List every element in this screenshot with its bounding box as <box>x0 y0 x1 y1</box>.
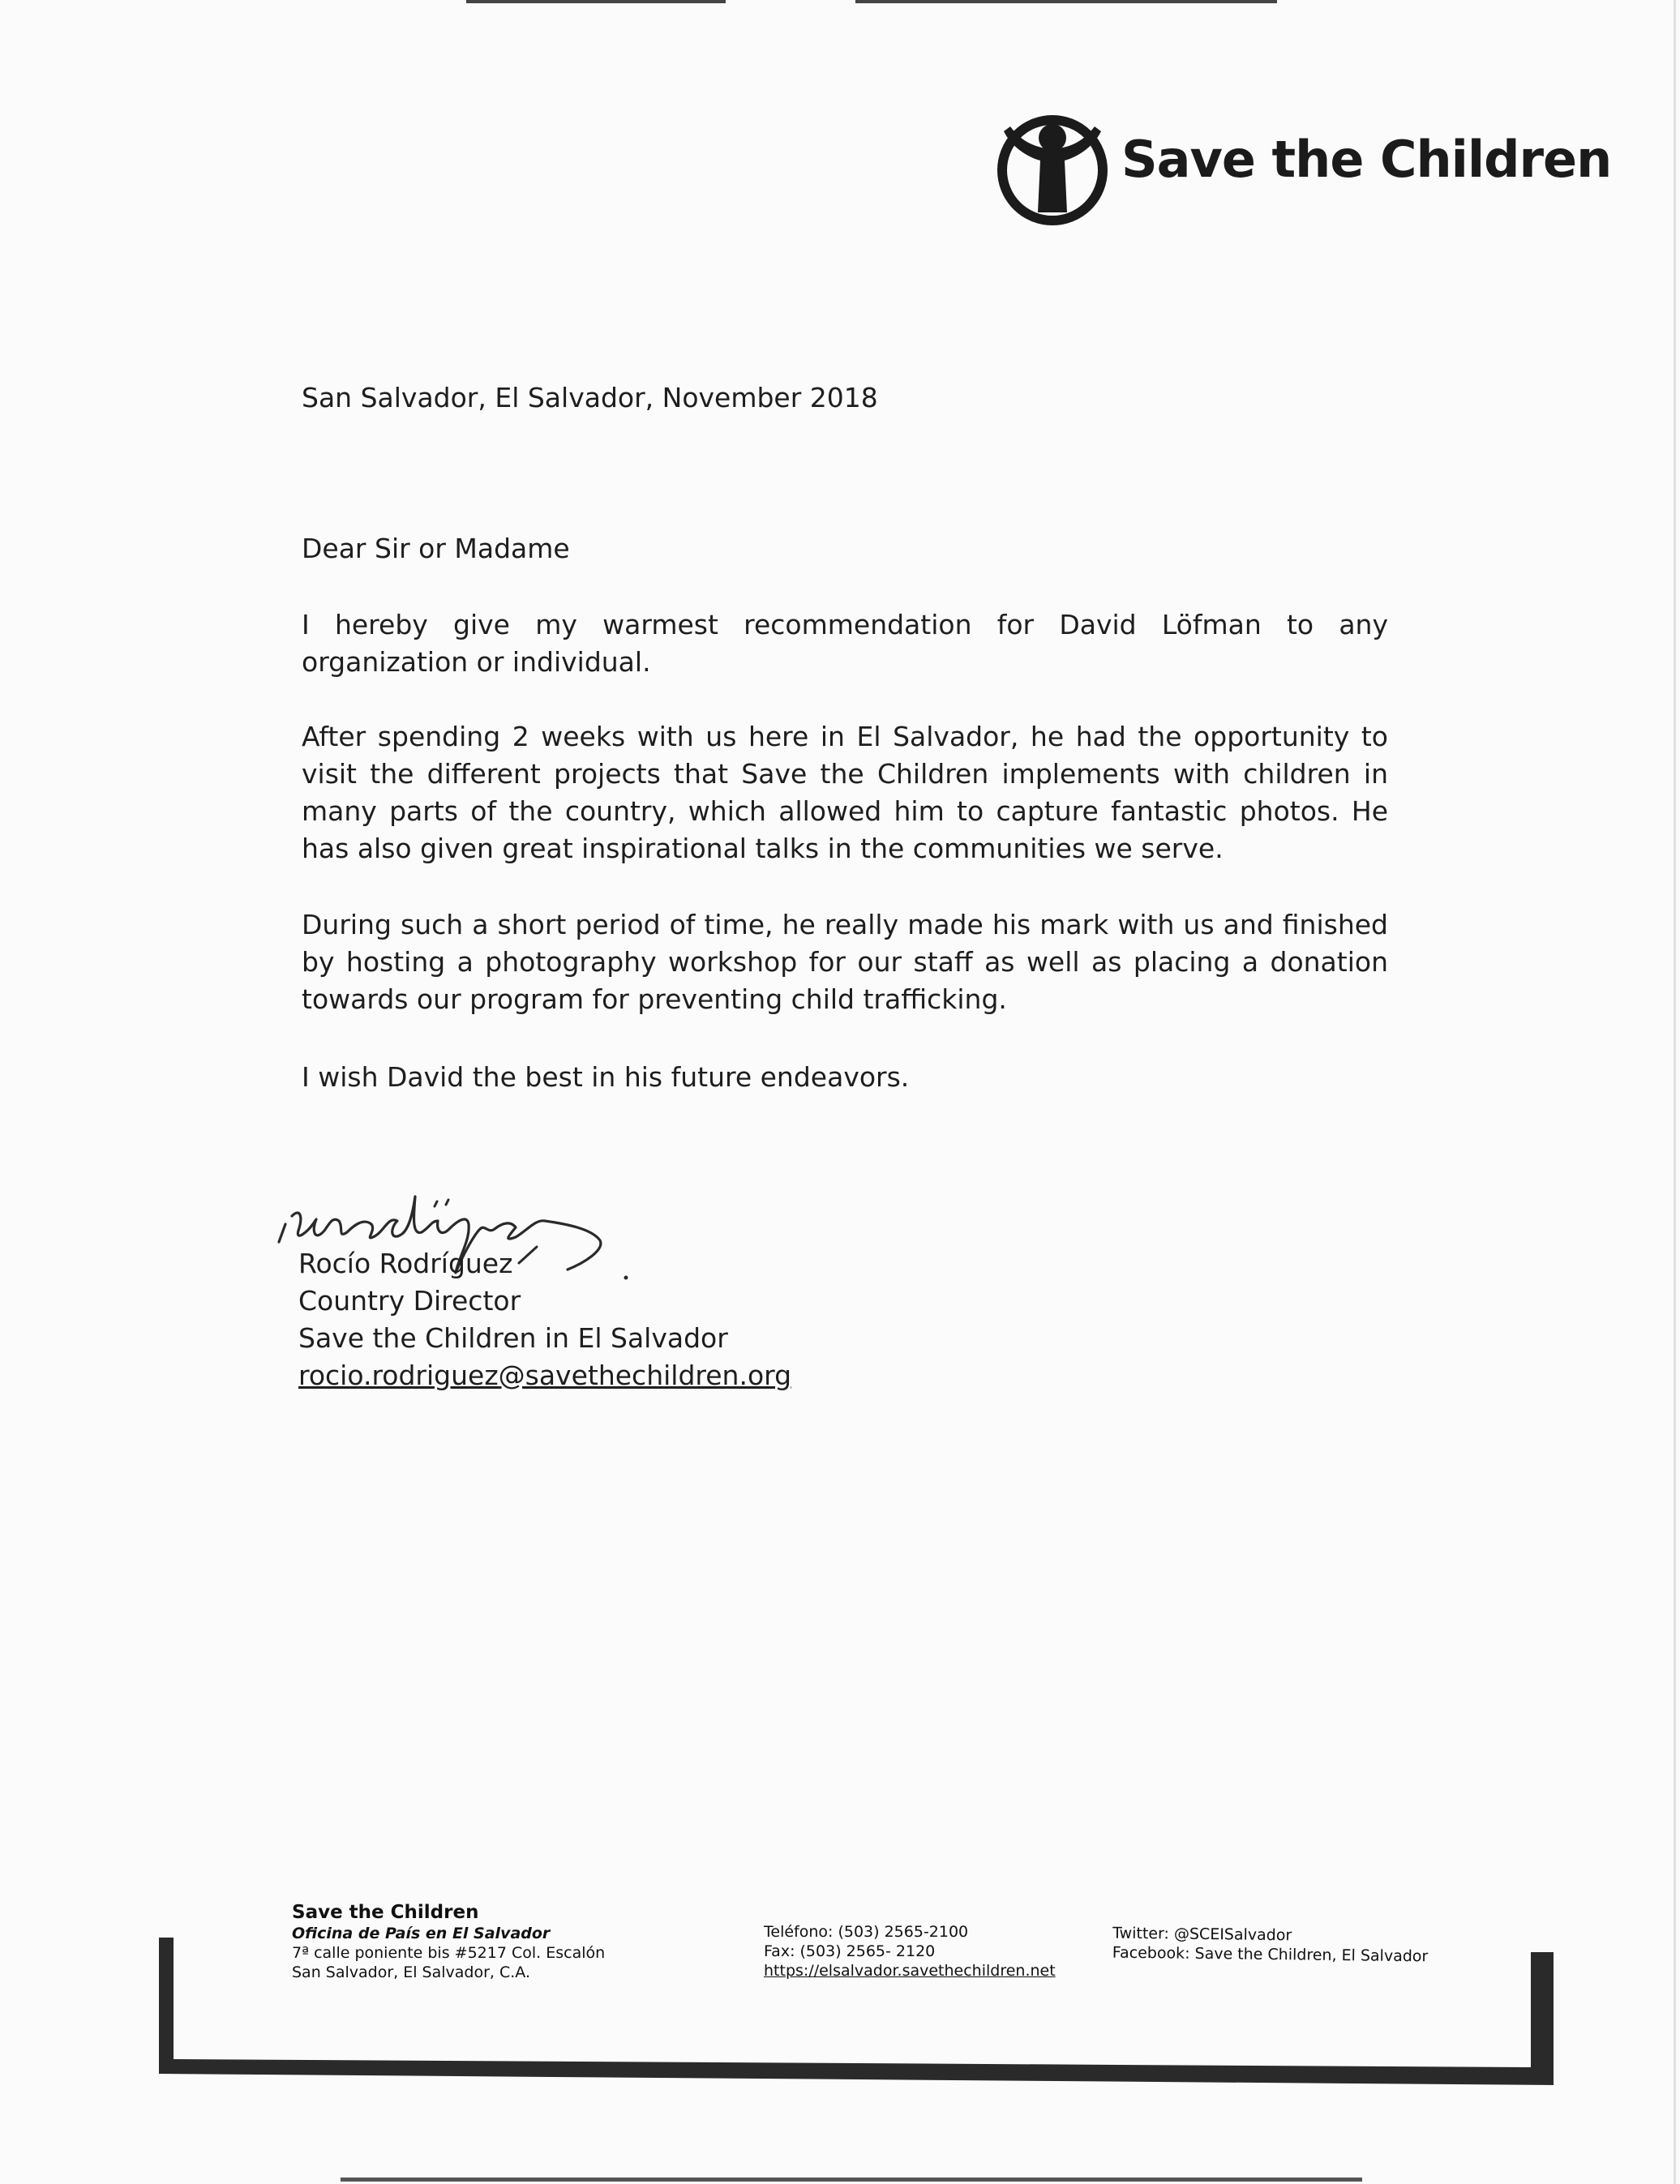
paragraph: After spending 2 weeks with us here in El Salvador, he had the opportunity to visit the different projects that Save the Children implements with children in many parts of the country, which allowed him to capture fantastic photos. He has also given great inspirational talks in the communities we serve. <box>302 721 1388 864</box>
signatory-organization: Save the Children in El Salvador <box>298 1322 728 1354</box>
scan-edge <box>341 2178 1362 2182</box>
signatory-email-link[interactable]: rocio.rodriguez@savethechildren.org <box>298 1360 792 1391</box>
footer-address-line: 7ª calle poniente bis #5217 Col. Escalón <box>292 1944 606 1962</box>
footer-phone: Teléfono: (503) 2565-2100 <box>764 1923 969 1941</box>
footer-office: Oficina de País en El Salvador <box>292 1925 551 1942</box>
scan-edge <box>855 0 1277 3</box>
closing-line: I wish David the best in his future endeavors. <box>302 1061 910 1093</box>
signatory-name: Rocío Rodríguez <box>298 1248 513 1279</box>
footer-address <box>292 1901 605 1982</box>
paragraph: I hereby give my warmest recommendation for David Löfman to any organization or individual. <box>302 609 1388 678</box>
paragraph: During such a short period of time, he really made his mark with us and finished by hosting a photography workshop for our staff as well as placing a donation towards our program for preventing child trafficking. <box>302 909 1388 1015</box>
footer-twitter: Twitter: @SCEISalvador <box>1112 1924 1292 1945</box>
date-line: San Salvador, El Salvador, November 2018 <box>302 382 878 413</box>
child-emblem-icon <box>996 107 1109 229</box>
footer-website-link[interactable]: https://elsalvador.savethechildren.net <box>764 1962 1056 1980</box>
scan-edge <box>1674 0 1676 2184</box>
scan-edge <box>466 0 726 3</box>
footer-facebook: Facebook: Save the Children, El Salvador <box>1112 1943 1429 1966</box>
footer-fax: Fax: (503) 2565- 2120 <box>764 1942 936 1960</box>
logo-wordmark: Save the Children <box>1121 130 1612 189</box>
signature-block <box>298 1245 791 1394</box>
save-the-children-logo <box>996 107 1612 229</box>
footer-org-name: Save the Children <box>292 1902 479 1923</box>
footer-contact <box>764 1922 1056 1981</box>
footer-social <box>1112 1924 1429 1967</box>
salutation: Dear Sir or Madame <box>302 533 570 564</box>
footer-address-line: San Salvador, El Salvador, C.A. <box>292 1963 531 1981</box>
signatory-title: Country Director <box>298 1285 521 1317</box>
